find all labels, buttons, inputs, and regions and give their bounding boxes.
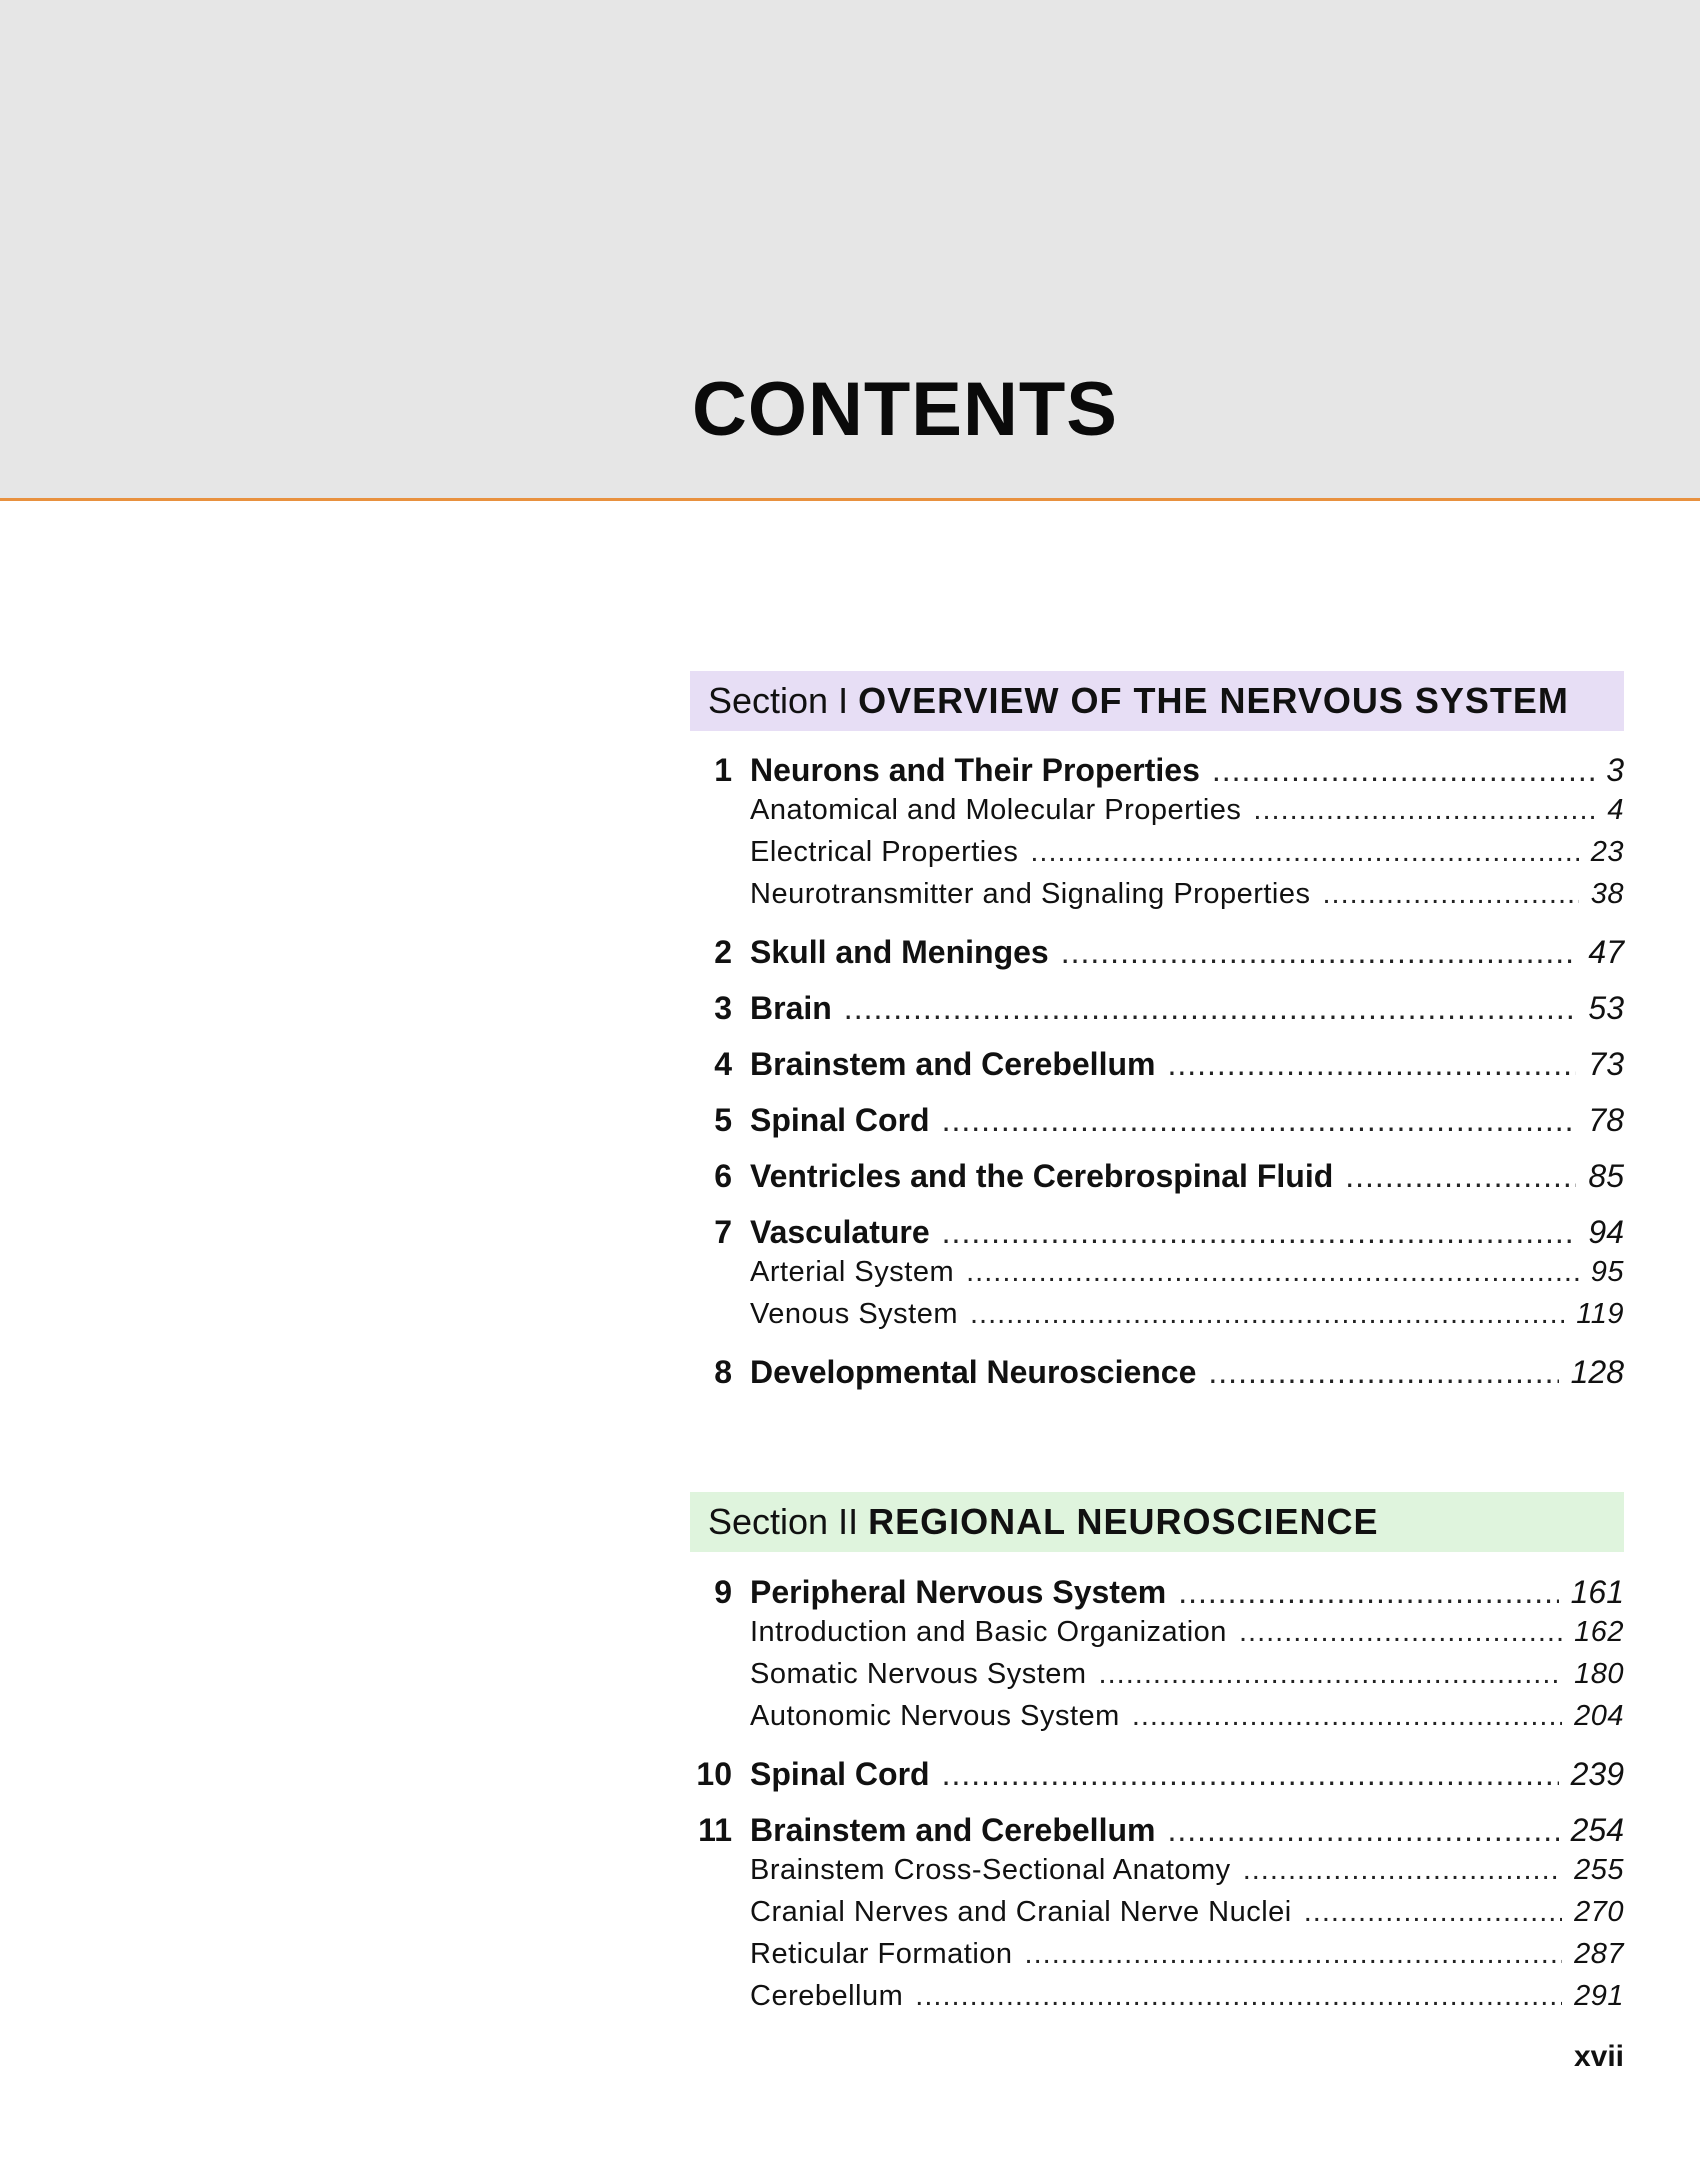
toc-chapter-entry[interactable] (690, 1102, 1624, 1144)
page-reference: 3 (1606, 752, 1624, 788)
page-reference: 23 (1590, 836, 1624, 868)
page-reference: 204 (1574, 1700, 1624, 1732)
entry-title: Arterial System (750, 1256, 955, 1288)
page-reference: 53 (1588, 990, 1624, 1026)
dot-leader (1212, 752, 1594, 789)
dot-leader (942, 1214, 1577, 1251)
page-reference: 78 (1588, 1102, 1624, 1138)
chapter-number: 2 (714, 934, 732, 970)
entry-title: Spinal Cord (750, 1756, 930, 1792)
entry-title: Reticular Formation (750, 1938, 1013, 1970)
entry-title: Cranial Nerves and Cranial Nerve Nuclei (750, 1896, 1292, 1928)
toc-subentry[interactable] (690, 1616, 1624, 1658)
toc-subentry[interactable] (690, 1658, 1624, 1700)
toc-chapter-entry[interactable] (690, 1354, 1624, 1396)
toc-subentry[interactable] (690, 1256, 1624, 1298)
entry-title: Neurotransmitter and Signaling Properties (750, 878, 1311, 910)
dot-leader (1208, 1354, 1558, 1391)
entry-title: Autonomic Nervous System (750, 1700, 1120, 1732)
entry-title: Anatomical and Molecular Properties (750, 794, 1242, 826)
page-reference: 119 (1576, 1298, 1624, 1330)
section-title: OVERVIEW OF THE NERVOUS SYSTEM (858, 680, 1569, 721)
dot-leader (942, 1102, 1577, 1139)
toc-chapter-entry[interactable] (690, 934, 1624, 976)
section-label: Section I (708, 680, 849, 721)
toc-list (690, 752, 1624, 1396)
page-reference: 4 (1607, 794, 1624, 826)
dot-leader (1253, 794, 1595, 827)
toc-chapter-entry[interactable] (690, 990, 1624, 1032)
entry-title: Vasculature (750, 1214, 930, 1250)
toc-subentry[interactable] (690, 1938, 1624, 1980)
toc-chapter-entry[interactable] (690, 1214, 1624, 1256)
chapter-number: 4 (714, 1046, 732, 1082)
page-number: xvii (1573, 2040, 1624, 2073)
toc-subentry[interactable] (690, 1854, 1624, 1896)
toc-chapter-entry[interactable] (690, 1574, 1624, 1616)
entry-title: Neurons and Their Properties (750, 752, 1200, 788)
dot-leader (1167, 1812, 1558, 1849)
section-title: REGIONAL NEUROSCIENCE (868, 1501, 1379, 1542)
chapter-number: 7 (714, 1214, 732, 1250)
toc-chapter-entry[interactable] (690, 752, 1624, 794)
dot-leader (1132, 1700, 1562, 1733)
entry-title: Peripheral Nervous System (750, 1574, 1167, 1610)
dot-leader (1025, 1938, 1563, 1971)
toc-list (690, 1574, 1624, 2022)
entry-title: Venous System (750, 1298, 958, 1330)
entry-title: Brainstem and Cerebellum (750, 1046, 1156, 1082)
entry-title: Brainstem Cross-Sectional Anatomy (750, 1854, 1231, 1886)
page-reference: 73 (1588, 1046, 1624, 1082)
toc-subentry[interactable] (690, 836, 1624, 878)
page-reference: 128 (1570, 1354, 1624, 1390)
page-reference: 255 (1574, 1854, 1624, 1886)
toc-subentry[interactable] (690, 1980, 1624, 2022)
page-reference: 239 (1570, 1756, 1624, 1792)
dot-leader (1243, 1854, 1562, 1887)
toc-chapter-entry[interactable] (690, 1756, 1624, 1798)
page-title: CONTENTS (692, 367, 1118, 452)
entry-title: Spinal Cord (750, 1102, 930, 1138)
page-reference: 95 (1590, 1256, 1624, 1288)
entry-title: Brain (750, 990, 832, 1026)
toc-chapter-entry[interactable] (690, 1158, 1624, 1200)
entry-title: Introduction and Basic Organization (750, 1616, 1227, 1648)
chapter-number: 9 (714, 1574, 732, 1610)
dot-leader (1030, 836, 1578, 869)
entry-title: Somatic Nervous System (750, 1658, 1087, 1690)
dot-leader (1099, 1658, 1563, 1691)
entry-title: Ventricles and the Cerebrospinal Fluid (750, 1158, 1334, 1194)
page-reference: 180 (1574, 1658, 1624, 1690)
page-reference: 161 (1570, 1574, 1624, 1610)
toc-chapter-entry[interactable] (690, 1812, 1624, 1854)
dot-leader (1167, 1046, 1576, 1083)
dot-leader (942, 1756, 1559, 1793)
dot-leader (966, 1256, 1579, 1289)
page-reference: 254 (1570, 1812, 1624, 1848)
chapter-number: 3 (714, 990, 732, 1026)
page-reference: 38 (1590, 878, 1624, 910)
dot-leader (1323, 878, 1579, 911)
dot-leader (1061, 934, 1577, 971)
page-reference: 85 (1588, 1158, 1624, 1194)
dot-leader (970, 1298, 1564, 1331)
entry-title: Electrical Properties (750, 836, 1019, 868)
dot-leader (1304, 1896, 1562, 1929)
toc-subentry[interactable] (690, 794, 1624, 836)
section-label: Section II (708, 1501, 859, 1542)
toc-subentry[interactable] (690, 1700, 1624, 1742)
page-reference: 291 (1574, 1980, 1624, 2012)
chapter-number: 10 (696, 1756, 732, 1792)
chapter-number: 1 (714, 752, 732, 788)
chapter-number: 5 (714, 1102, 732, 1138)
toc-chapter-entry[interactable] (690, 1046, 1624, 1088)
page-reference: 162 (1574, 1616, 1624, 1648)
page-reference: 287 (1574, 1938, 1624, 1970)
dot-leader (1178, 1574, 1558, 1611)
chapter-number: 8 (714, 1354, 732, 1390)
chapter-number: 11 (698, 1812, 732, 1848)
entry-title: Developmental Neuroscience (750, 1354, 1197, 1390)
dot-leader (915, 1980, 1562, 2013)
page-reference: 94 (1588, 1214, 1624, 1250)
section-header (690, 1492, 1624, 1552)
page-reference: 47 (1588, 934, 1624, 970)
entry-title: Cerebellum (750, 1980, 904, 2012)
toc-subentry[interactable] (690, 1896, 1624, 1938)
entry-title: Skull and Meninges (750, 934, 1049, 970)
section-header (690, 671, 1624, 731)
dot-leader (844, 990, 1577, 1027)
dot-leader (1239, 1616, 1562, 1649)
toc-subentry[interactable] (690, 878, 1624, 920)
chapter-number: 6 (714, 1158, 732, 1194)
toc-subentry[interactable] (690, 1298, 1624, 1340)
page-reference: 270 (1574, 1896, 1624, 1928)
entry-title: Brainstem and Cerebellum (750, 1812, 1156, 1848)
dot-leader (1345, 1158, 1576, 1195)
